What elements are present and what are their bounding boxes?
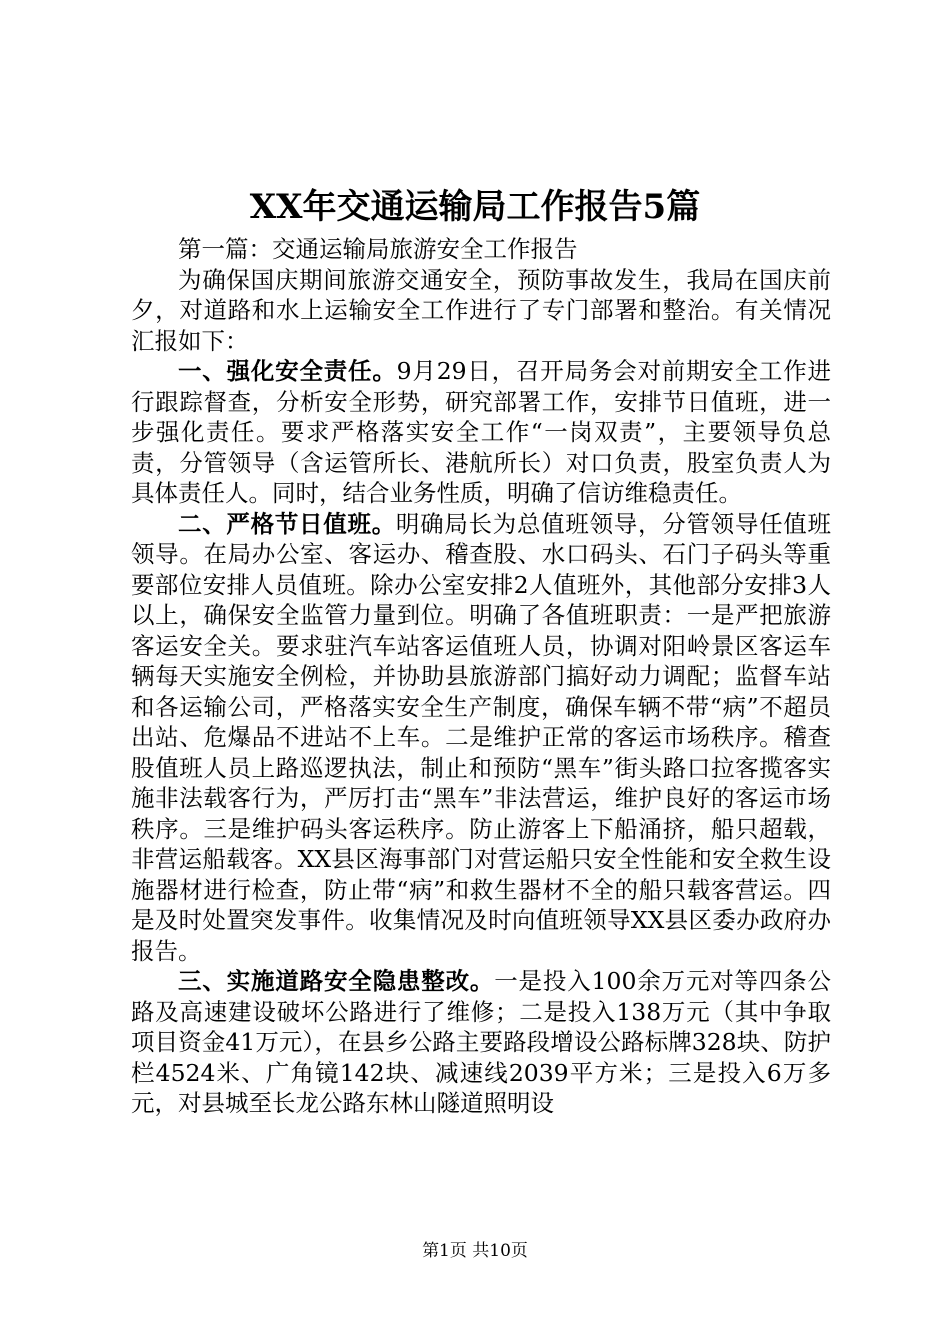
paragraph-text: 明确局长为总值班领导，分管领导任值班领导。在局办公室、客运办、稽查股、水口码头、石门子码头等重要部位安排人员值班。除办公室安排2人值班外，其他部分安排3人以上，确保安全监管力量到位。明确了各值班职责：一是严把旅游客运安全关。要求驻汽车站客运值班人员，协调对阳岭景区客运车辆每天实施安全例检，并协助县旅游部门搞好动力调配；监督车站和各运输公司，严格落实安全生产制度，确保车辆不带“病”不超员出站、危爆品不进站不上车。二是维护正常的客运市场秩序。稽查股值班人员上路巡逻执法，制止和预防“黑车”街头路口拉客揽客实施非法载客行为，严厉打击“黑车”非法营运，维护良好的客运市场秩序。三是维护码头客运秩序。防止游客上下船涌挤，船只超载，非营运船载客。XX县区海事部门对营运船只安全性能和安全救生设施器材进行检查，防止带“病”和救生器材不全的船只载客营运。四是及时处置突发事件。收集情况及时向值班领导XX县区委办政府办报告。	[131, 509, 832, 965]
paragraph-heading: 三、实施道路安全隐患整改。	[178, 967, 495, 995]
paragraph-intro	[131, 265, 831, 357]
paragraph-holiday-duty	[131, 509, 831, 967]
paragraph-text: 一是投入100余万元对等四条公路及高速建设破坏公路进行了维修；二是投入138万元（其中争取项目资金41万元），在县乡公路主要路段增设公路标牌328块、防护栏4524米、广角镜142块、减速线2039平方米；三是投入6万多元，对县城至长龙公路东林山隧道照明设	[131, 967, 831, 1117]
paragraph-heading: 二、严格节日值班。	[178, 509, 396, 538]
document-body	[131, 234, 831, 1119]
paragraph-text: 为确保国庆期间旅游交通安全，预防事故发生，我局在国庆前夕，对道路和水上运输安全工作进行了专门部署和整治。有关情况汇报如下：	[131, 265, 831, 355]
page-number-footer: 第1页 共10页	[422, 1241, 528, 1261]
paragraph-safety-responsibility	[131, 356, 831, 509]
paragraph-heading: 一、强化安全责任。	[178, 357, 397, 385]
paragraph-road-hazard-rectification	[131, 966, 831, 1119]
paragraph-text: 9月29日，召开局务会对前期安全工作进行跟踪督查，分析安全形势，研究部署工作，安排节日值班，进一步强化责任。要求严格落实安全工作“一岗双责”，主要领导负总责，分管领导（含运管所长、港航所长）对口负责，股室负责人为具体责任人。同时，结合业务性质，明确了信访维稳责任。	[131, 357, 832, 507]
paragraph-section-heading	[131, 234, 831, 265]
document-title: XX年交通运输局工作报告5篇	[249, 187, 701, 227]
paragraph-text: 第一篇：交通运输局旅游安全工作报告	[178, 235, 578, 263]
